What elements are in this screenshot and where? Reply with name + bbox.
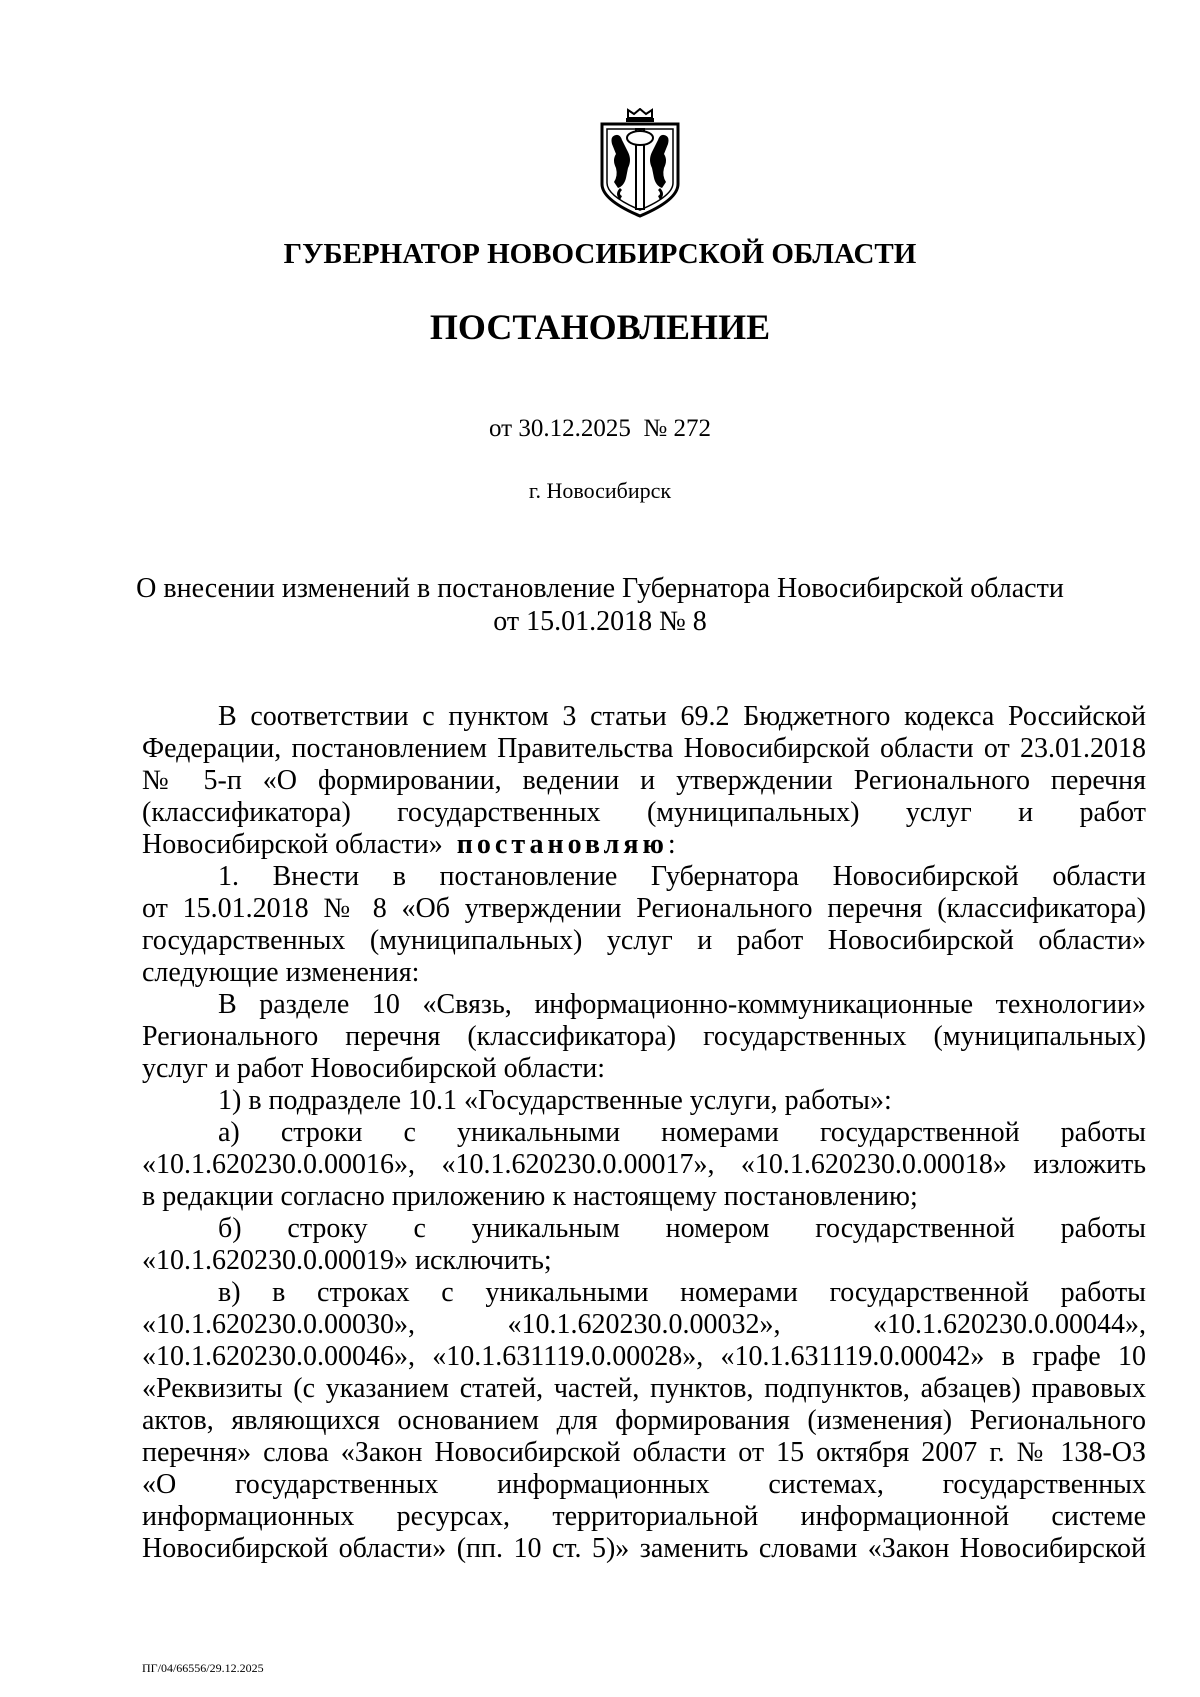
body-line xyxy=(142,829,1146,861)
body-line: Новосибирской области» (пп. 10 ст. 5)» заменить словами «Закон Новосибирской xyxy=(142,1533,1146,1564)
body-line: «10.1.620230.0.00016», «10.1.620230.0.00017», «10.1.620230.0.00018» изложить xyxy=(142,1149,1146,1180)
document-date-number: от 30.12.2025 № 272 xyxy=(489,415,711,442)
body-line: информационных ресурсах, территориальной информационной системе xyxy=(142,1501,1146,1532)
novosibirsk-coat-of-arms-icon xyxy=(598,108,682,218)
document-type-title: ПОСТАНОВЛЕНИЕ xyxy=(429,307,771,347)
body-line: (классификатора) государственных (муниципальных) услуг и работ xyxy=(142,797,1146,828)
body-line: перечня» слова «Закон Новосибирской области от 15 октября 2007 г. № 138-ОЗ xyxy=(142,1437,1146,1468)
body-line: Регионального перечня (классификатора) государственных (муниципальных) xyxy=(142,1021,1146,1052)
body-line: а) строки с уникальными номерами государственной работы xyxy=(218,1117,1146,1148)
decree-keyword: постановляю xyxy=(456,829,668,860)
subject-line: от 15.01.2018 № 8 xyxy=(493,606,707,637)
document-subject xyxy=(0,572,1200,638)
body-line: «10.1.620230.0.00046», «10.1.631119.0.00028», «10.1.631119.0.00042» в графе 10 xyxy=(142,1341,1146,1372)
body-line: «Реквизиты (с указанием статей, частей, пунктов, подпунктов, абзацев) правовых xyxy=(142,1373,1146,1404)
subject-line: О внесении изменений в постановление Губернатора Новосибирской области xyxy=(136,573,1064,604)
body-line: услуг и работ Новосибирской области: xyxy=(142,1053,605,1084)
body-line: 1. Внести в постановление Губернатора Новосибирской области xyxy=(218,861,1146,892)
body-line: б) строку с уникальным номером государственной работы xyxy=(218,1213,1146,1244)
body-line: следующие изменения: xyxy=(142,957,420,988)
document-reference-footer: ПГ/04/66556/29.12.2025 xyxy=(142,1661,264,1675)
issuing-authority-heading: ГУБЕРНАТОР НОВОСИБИРСКОЙ ОБЛАСТИ xyxy=(283,238,917,270)
body-line-punct: : xyxy=(667,829,676,860)
body-line: актов, являющихся основанием для формирования (изменения) Регионального xyxy=(142,1405,1146,1436)
body-line: 1) в подразделе 10.1 «Государственные услуги, работы»: xyxy=(218,1085,892,1116)
body-line: «10.1.620230.0.00019» исключить; xyxy=(142,1245,552,1276)
body-line: в) в строках с уникальными номерами государственной работы xyxy=(218,1277,1146,1308)
body-line: В разделе 10 «Связь, информационно-коммуникационные технологии» xyxy=(218,989,1146,1020)
body-line: от 15.01.2018 № 8 «Об утверждении Регионального перечня (классификатора) xyxy=(142,893,1146,924)
body-line: «10.1.620230.0.00030», «10.1.620230.0.00032», «10.1.620230.0.00044», xyxy=(142,1309,1146,1340)
body-line: в редакции согласно приложению к настоящему постановлению; xyxy=(142,1181,918,1212)
body-line: № 5-п «О формировании, ведении и утверждении Регионального перечня xyxy=(142,765,1146,796)
document-body xyxy=(142,701,1146,1565)
body-line: государственных (муниципальных) услуг и работ Новосибирской области» xyxy=(142,925,1146,956)
body-line: Федерации, постановлением Правительства Новосибирской области от 23.01.2018 xyxy=(142,733,1146,764)
body-line: «О государственных информационных системах, государственных xyxy=(142,1469,1146,1500)
body-line: В соответствии с пунктом 3 статьи 69.2 Бюджетного кодекса Российской xyxy=(218,701,1146,732)
document-city: г. Новосибирск xyxy=(528,478,672,503)
body-line-text: Новосибирской области» xyxy=(142,829,443,860)
